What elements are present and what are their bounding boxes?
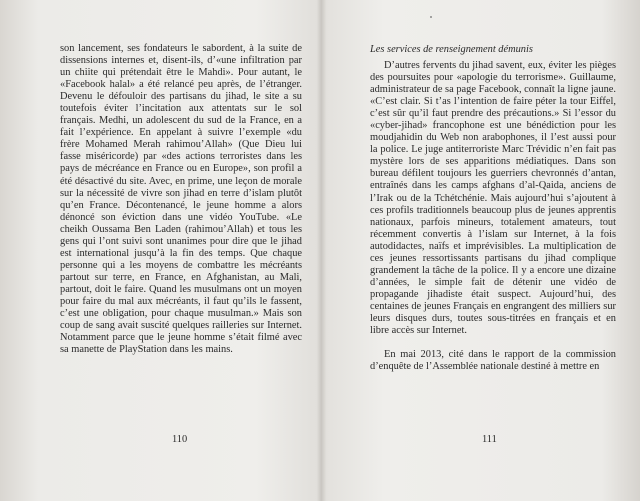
print-speck: [430, 16, 432, 18]
right-page: [320, 0, 640, 501]
section-title: Les services de renseignement démunis: [370, 44, 533, 55]
left-paragraph: son lancement, ses fondateurs le sabordent, à la suite de dissensions internes et, disent-ils, d’«une infiltration par un chiite qui prétendait être le Mahdi». Pour autant, le «Facebook halal» a été relancé peu après, de l’étranger. Devenu le défouloir des partisans du jihad, le site a su toutefois éviter l’incitation aux attentats sur le sol français. Medhi, un adolescent du sud de la France, en a fait l’expérience. En appelant à suivre l’exemple «du frère Mohamed Merah rahimou’Allah» (Que Dieu lui fasse miséricorde) par «des actions terroristes dans les pays de mécréance en France ou en Europe», son profil a été désactivé du site. Avec, en prime, une leçon de morale sur la nécessité de vivre son jihad en terre d’islam plutôt qu’en France. Décontenancé, le jeune homme a alors dénoncé son éviction dans une vidéo YouTube. «Le cheikh Oussama Ben Laden (rahimou’Allah) et tous les gens qui l’ont suivi sont unanimes pour dire que le jihad est international jusqu’à la fin des temps. Que chaque personne qui a les moyens de combattre les mécréants partout sur terre, en France, en Afghanistan, au Mali, partout, doit le faire. Quand les musulmans ont un moyen pour faire du mal aux mécréants, il faut qu’ils le fassent, c’est une obligation, pour chaque musulman.» Mais son coup de sang avait suscité quelques railleries sur Internet. Notamment parce que le jeune homme s’était filmé avec sa manette de PlayStation dans les mains.: [60, 43, 302, 356]
right-paragraph: En mai 2013, cité dans le rapport de la commission d’enquête de l’Assemblée nationale destiné à mettre en: [370, 349, 616, 373]
left-page-body: [60, 43, 302, 356]
right-page-number: 111: [482, 434, 497, 445]
right-page-body: [370, 60, 616, 373]
right-paragraph: D’autres fervents du jihad savent, eux, éviter les pièges des poursuites pour «apologie du terrorisme». Guillaume, administrateur de sa page Facebook, connaît la ligne jaune. «C’est clair. Si t’as l’intention de faire péter la tour Eiffel, c’est sûr qu’il faut prendre des précautions.» Si l’essor du «cyber-jihad» francophone est une bénédiction pour les moudjahidin du Web non arabophones, il l’est aussi pour la police. Le juge antiterroriste Marc Trévidic n’en fait pas mystère lors de ses apparitions médiatiques. Dans son bureau défilent toujours les guerriers chevronnés d’antan, entraînés dans les camps afghans d’al-Qaida, anciens de l’Irak ou de la Tchétchénie. Mais aujourd’hui s’ajoutent à ces profils traditionnels beaucoup plus de jeunes apprentis nationaux, parfois mineurs, totalement amateurs, tout récemment convertis à l’islam sur Internet, à la fois autodidactes, naïfs et imprévisibles. La multiplication de ces jeunes ressortissants partisans du jihad complique grandement la tâche de la police. Il y a encore une dizaine d’années, le simple fait de détenir une vidéo de propagande jihadiste était suspect. Aujourd’hui, des centaines de jeunes Français en engrangent des milliers sur leurs disques durs, toutes sous-titrées en français et en libre accès sur Internet.: [370, 60, 616, 337]
left-page-number: 110: [172, 434, 188, 445]
